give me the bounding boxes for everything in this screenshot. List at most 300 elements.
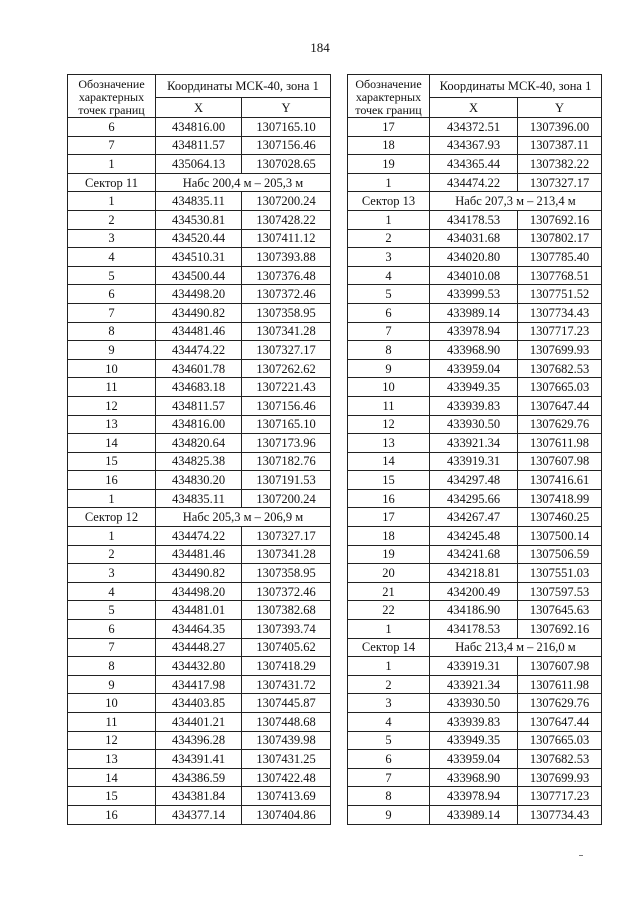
table-row [68,582,331,601]
point-id: 2 [68,210,156,229]
coord-x: 434367.93 [430,136,518,155]
point-id: 11 [68,713,156,732]
coord-y: 1307358.95 [242,303,331,322]
coord-y: 1307173.96 [242,434,331,453]
coord-x: 434820.64 [156,434,242,453]
table-row [68,210,331,229]
coord-x: 433999.53 [430,285,518,304]
point-id: 10 [68,359,156,378]
coord-y: 1307629.76 [518,415,602,434]
coord-y: 1307460.25 [518,508,602,527]
coord-x: 434178.53 [430,210,518,229]
coord-y: 1307607.98 [518,452,602,471]
point-id: 9 [348,359,430,378]
table-row [348,805,602,824]
coord-y: 1307165.10 [242,118,331,137]
header-coord-title: Координаты МСК-40, зона 1 [430,75,602,98]
coord-y: 1307645.63 [518,601,602,620]
page-number: 184 [310,40,330,55]
coord-x: 434417.98 [156,675,242,694]
coord-y: 1307393.88 [242,248,331,267]
point-id: 9 [348,805,430,824]
coord-x: 434218.81 [430,564,518,583]
coord-x: 433930.50 [430,694,518,713]
coord-y: 1307439.98 [242,731,331,750]
point-id: 20 [348,564,430,583]
point-id: 1 [348,620,430,639]
table-row [348,675,602,694]
coord-y: 1307428.22 [242,210,331,229]
table-row [348,396,602,415]
header-coord-title: Координаты МСК-40, зона 1 [156,75,331,98]
coord-x: 434601.78 [156,359,242,378]
table-row [68,118,331,137]
coord-y: 1307611.98 [518,434,602,453]
coord-x: 434377.14 [156,805,242,824]
coord-x: 434186.90 [430,601,518,620]
point-id: 16 [68,805,156,824]
coord-x: 434500.44 [156,266,242,285]
coord-x: 434391.41 [156,750,242,769]
coord-x: 434381.84 [156,787,242,806]
coord-y: 1307393.74 [242,620,331,639]
point-id: 13 [348,434,430,453]
coord-y: 1307422.48 [242,768,331,787]
table-row [68,136,331,155]
header-col-x: X [156,98,242,118]
table-row [348,285,602,304]
header-col-x: X [430,98,518,118]
coord-y: 1307692.16 [518,620,602,639]
coord-x: 434010.08 [430,266,518,285]
coord-x: 433919.31 [430,657,518,676]
table-row [348,266,602,285]
table-row [68,564,331,583]
coord-x: 434498.20 [156,582,242,601]
coord-x: 433968.90 [430,768,518,787]
table-row [348,155,602,174]
coordinates-table-right [347,74,602,825]
table-row [68,229,331,248]
coord-y: 1307734.43 [518,303,602,322]
point-id: 14 [68,768,156,787]
coord-x: 433949.35 [430,378,518,397]
table-row [68,601,331,620]
coord-x: 434474.22 [156,341,242,360]
point-id: 7 [348,322,430,341]
table-row [348,229,602,248]
coord-y: 1307647.44 [518,396,602,415]
point-id: 7 [68,638,156,657]
table-row [348,341,602,360]
coord-y: 1307611.98 [518,675,602,694]
table-row [68,527,331,546]
point-id: 5 [348,731,430,750]
coord-y: 1307372.46 [242,285,331,304]
coord-x: 434372.51 [430,118,518,137]
header-label-line1: Обозначение [78,77,145,91]
coord-x: 434481.46 [156,545,242,564]
table-row [348,545,602,564]
point-id: 5 [348,285,430,304]
table-row [348,601,602,620]
coord-y: 1307802.17 [518,229,602,248]
point-id: 2 [348,675,430,694]
coord-x: 433919.31 [430,452,518,471]
point-id: 1 [68,192,156,211]
coord-x: 434816.00 [156,415,242,434]
table-row [348,508,602,527]
coord-y: 1307682.53 [518,750,602,769]
coord-x: 434295.66 [430,489,518,508]
table-row [68,248,331,267]
table-row [68,415,331,434]
coord-y: 1307165.10 [242,415,331,434]
coord-y: 1307607.98 [518,657,602,676]
coord-x: 434520.44 [156,229,242,248]
point-id: 18 [348,527,430,546]
point-id: 6 [68,620,156,639]
coord-y: 1307785.40 [518,248,602,267]
coord-x: 434498.20 [156,285,242,304]
coord-x: 434031.68 [430,229,518,248]
coord-y: 1307768.51 [518,266,602,285]
table-row [348,173,602,192]
coord-y: 1307665.03 [518,378,602,397]
table-row [348,415,602,434]
coord-x: 434401.21 [156,713,242,732]
coord-x: 433989.14 [430,303,518,322]
table-row [68,303,331,322]
sector-label: Сектор 11 [68,173,156,192]
coord-x: 433930.50 [430,415,518,434]
table-row [348,564,602,583]
header-col-y: Y [518,98,602,118]
table-row [348,750,602,769]
coord-x: 435064.13 [156,155,242,174]
coord-y: 1307182.76 [242,452,331,471]
coord-y: 1307200.24 [242,489,331,508]
table-row [68,675,331,694]
coord-x: 433989.14 [430,805,518,824]
point-id: 3 [348,694,430,713]
header-point-label [348,75,430,118]
coord-y: 1307717.23 [518,787,602,806]
coord-y: 1307448.68 [242,713,331,732]
table-row [348,303,602,322]
point-id: 8 [68,657,156,676]
point-id: 6 [348,750,430,769]
point-id: 17 [348,508,430,527]
coord-y: 1307404.86 [242,805,331,824]
point-id: 7 [68,136,156,155]
coord-y: 1307372.46 [242,582,331,601]
point-id: 11 [68,378,156,397]
point-id: 22 [348,601,430,620]
table-row [68,657,331,676]
coord-x: 434267.47 [430,508,518,527]
sector-row [68,173,331,192]
coord-x: 434530.81 [156,210,242,229]
coord-x: 433939.83 [430,396,518,415]
table-row [348,210,602,229]
table-row [68,545,331,564]
coord-y: 1307341.28 [242,322,331,341]
coord-x: 434020.80 [430,248,518,267]
point-id: 6 [348,303,430,322]
point-id: 14 [348,452,430,471]
coord-y: 1307551.03 [518,564,602,583]
coord-x: 434825.38 [156,452,242,471]
coord-x: 434241.68 [430,545,518,564]
sector-row [348,192,602,211]
table-row [68,155,331,174]
coord-x: 434490.82 [156,564,242,583]
point-id: 16 [68,471,156,490]
coord-y: 1307647.44 [518,713,602,732]
coord-y: 1307431.72 [242,675,331,694]
point-id: 1 [348,173,430,192]
header-label-line3: точек границ [78,103,145,117]
coord-x: 434683.18 [156,378,242,397]
table-row [68,378,331,397]
coord-y: 1307416.61 [518,471,602,490]
table-row [68,731,331,750]
table-row [68,620,331,639]
header-label-line3: точек границ [355,103,422,117]
coord-x: 433968.90 [430,341,518,360]
coord-y: 1307418.29 [242,657,331,676]
coord-y: 1307506.59 [518,545,602,564]
scan-mark [579,855,583,856]
coord-y: 1307418.99 [518,489,602,508]
table-row [348,248,602,267]
point-id: 13 [68,750,156,769]
point-id: 4 [348,713,430,732]
coord-y: 1307191.53 [242,471,331,490]
point-id: 1 [68,155,156,174]
coord-y: 1307751.52 [518,285,602,304]
sector-row [348,638,602,657]
coord-x: 433959.04 [430,750,518,769]
point-id: 15 [68,452,156,471]
point-id: 1 [348,657,430,676]
coord-y: 1307699.93 [518,768,602,787]
coord-x: 433921.34 [430,675,518,694]
table-row [348,489,602,508]
coord-y: 1307500.14 [518,527,602,546]
point-id: 15 [348,471,430,490]
table-row [348,136,602,155]
table-row [68,805,331,824]
table-row [348,452,602,471]
table-row [348,582,602,601]
point-id: 17 [348,118,430,137]
point-id: 10 [348,378,430,397]
table-row [68,192,331,211]
table-row [68,341,331,360]
coord-y: 1307200.24 [242,192,331,211]
coord-y: 1307431.25 [242,750,331,769]
coord-x: 434297.48 [430,471,518,490]
table-row [68,322,331,341]
table-row [348,434,602,453]
point-id: 4 [68,582,156,601]
table-row [68,750,331,769]
coord-y: 1307629.76 [518,694,602,713]
table-row [68,471,331,490]
coord-x: 434178.53 [430,620,518,639]
coord-x: 433949.35 [430,731,518,750]
point-id: 3 [68,564,156,583]
point-id: 7 [68,303,156,322]
point-id: 9 [68,675,156,694]
table-row [68,694,331,713]
table-row [68,285,331,304]
header-label-line2: характерных [355,90,422,104]
table-row [348,118,602,137]
point-id: 6 [68,118,156,137]
point-id: 8 [348,787,430,806]
table-row [68,489,331,508]
point-id: 8 [68,322,156,341]
coord-x: 434432.80 [156,657,242,676]
coord-x: 433978.94 [430,787,518,806]
point-id: 9 [68,341,156,360]
header-label-line1: Обозначение [355,77,422,91]
point-id: 13 [68,415,156,434]
point-id: 16 [348,489,430,508]
point-id: 8 [348,341,430,360]
coord-y: 1307597.53 [518,582,602,601]
point-id: 2 [68,545,156,564]
coord-x: 434490.82 [156,303,242,322]
coord-x: 434481.01 [156,601,242,620]
table-row [348,694,602,713]
coord-x: 434481.46 [156,322,242,341]
coord-x: 434474.22 [430,173,518,192]
coord-x: 434200.49 [430,582,518,601]
coord-x: 434403.85 [156,694,242,713]
table-row [68,452,331,471]
sector-height-range: Набс 207,3 м – 213,4 м [430,192,602,211]
coord-y: 1307734.43 [518,805,602,824]
header-col-y: Y [242,98,331,118]
coord-y: 1307692.16 [518,210,602,229]
coord-x: 434835.11 [156,192,242,211]
point-id: 12 [68,396,156,415]
sector-label: Сектор 14 [348,638,430,657]
table-row [348,471,602,490]
coord-x: 434245.48 [430,527,518,546]
table-row [348,768,602,787]
coord-y: 1307341.28 [242,545,331,564]
table-row [68,787,331,806]
coord-x: 434448.27 [156,638,242,657]
coord-y: 1307413.69 [242,787,331,806]
table-row [348,620,602,639]
coord-y: 1307382.68 [242,601,331,620]
table-row [348,713,602,732]
table-row [68,359,331,378]
table-row [68,396,331,415]
coord-y: 1307358.95 [242,564,331,583]
coord-y: 1307028.65 [242,155,331,174]
table-row [348,527,602,546]
coord-x: 434474.22 [156,527,242,546]
coord-x: 434830.20 [156,471,242,490]
point-id: 10 [68,694,156,713]
coord-y: 1307221.43 [242,378,331,397]
coord-y: 1307382.22 [518,155,602,174]
point-id: 3 [348,248,430,267]
sector-row [68,508,331,527]
coord-y: 1307717.23 [518,322,602,341]
table-row [68,713,331,732]
coord-y: 1307411.12 [242,229,331,248]
header-label-line2: характерных [78,90,145,104]
coord-y: 1307327.17 [242,527,331,546]
table-row [348,731,602,750]
point-id: 12 [68,731,156,750]
point-id: 6 [68,285,156,304]
point-id: 4 [348,266,430,285]
coord-x: 433939.83 [430,713,518,732]
coord-y: 1307405.62 [242,638,331,657]
sector-height-range: Набс 200,4 м – 205,3 м [156,173,331,192]
table-row [348,657,602,676]
point-id: 5 [68,601,156,620]
point-id: 21 [348,582,430,601]
coord-x: 434396.28 [156,731,242,750]
point-id: 7 [348,768,430,787]
coord-y: 1307156.46 [242,396,331,415]
table-row [68,266,331,285]
coord-x: 433978.94 [430,322,518,341]
point-id: 2 [348,229,430,248]
coord-y: 1307682.53 [518,359,602,378]
coord-y: 1307665.03 [518,731,602,750]
point-id: 19 [348,155,430,174]
sector-label: Сектор 13 [348,192,430,211]
coord-y: 1307262.62 [242,359,331,378]
coord-y: 1307327.17 [518,173,602,192]
sector-height-range: Набс 213,4 м – 216,0 м [430,638,602,657]
coord-y: 1307327.17 [242,341,331,360]
point-id: 11 [348,396,430,415]
coord-x: 434365.44 [430,155,518,174]
header-point-label [68,75,156,118]
point-id: 12 [348,415,430,434]
sector-label: Сектор 12 [68,508,156,527]
coord-x: 434816.00 [156,118,242,137]
coord-y: 1307376.48 [242,266,331,285]
coord-x: 434811.57 [156,396,242,415]
coord-x: 434835.11 [156,489,242,508]
coord-y: 1307396.00 [518,118,602,137]
coord-y: 1307387.11 [518,136,602,155]
table-row [68,638,331,657]
coord-y: 1307445.87 [242,694,331,713]
point-id: 4 [68,248,156,267]
point-id: 1 [68,489,156,508]
sector-height-range: Набс 205,3 м – 206,9 м [156,508,331,527]
table-row [348,787,602,806]
point-id: 14 [68,434,156,453]
point-id: 19 [348,545,430,564]
coord-x: 433921.34 [430,434,518,453]
point-id: 18 [348,136,430,155]
